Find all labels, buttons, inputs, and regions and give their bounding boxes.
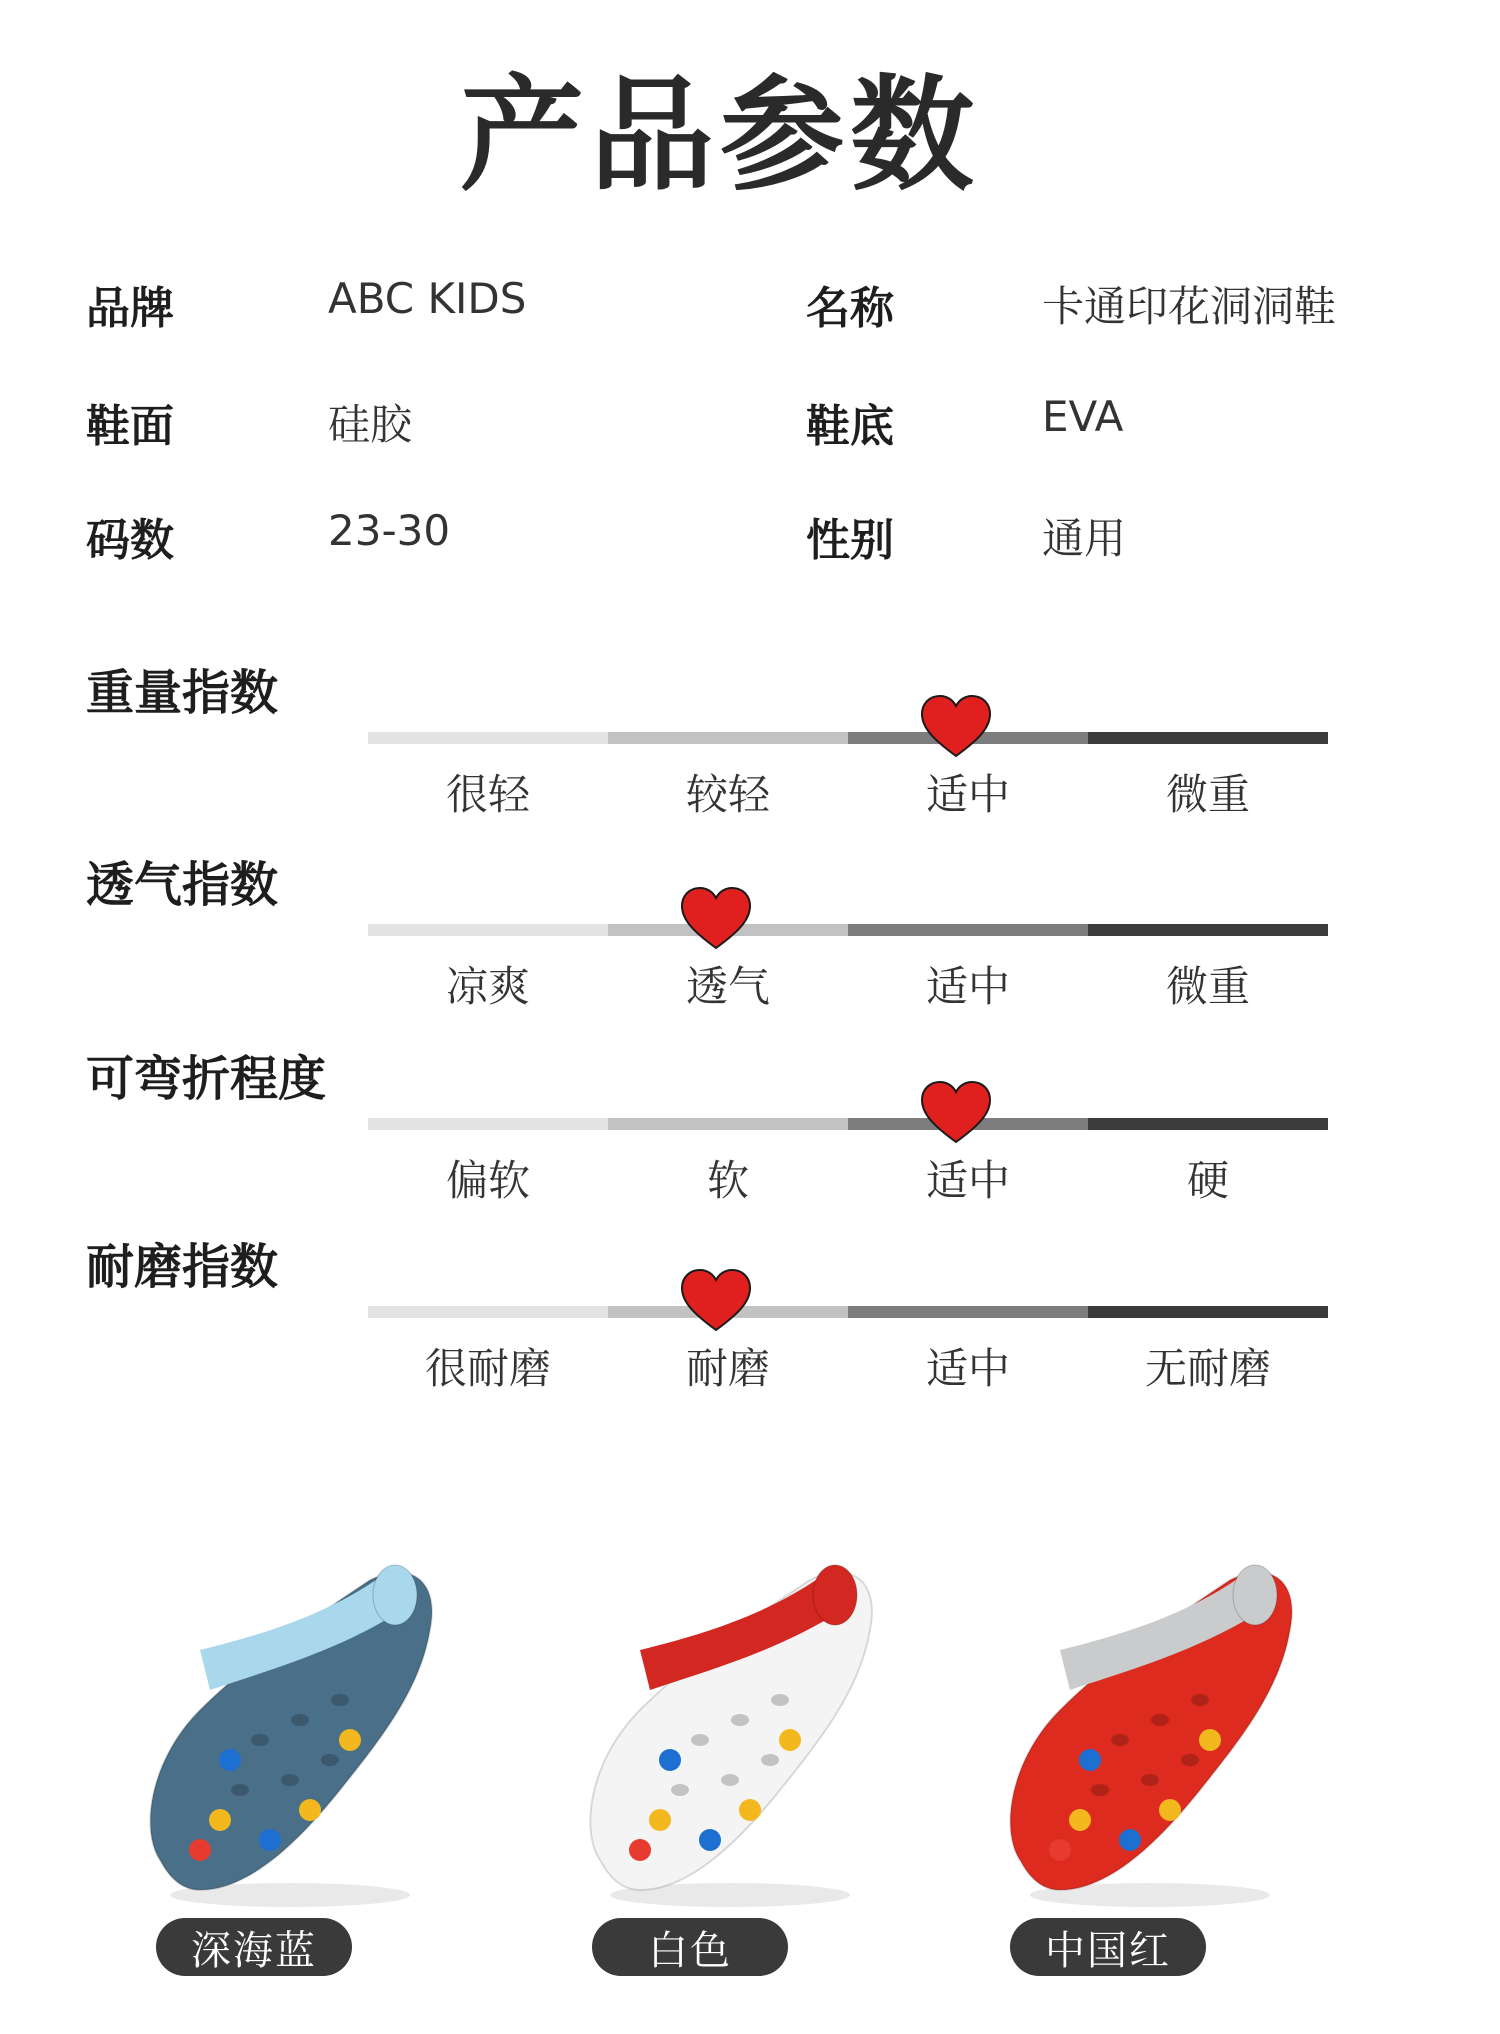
brand-value: ABC KIDS [328,274,527,323]
rating-tick-label: 很轻 [445,770,530,819]
rating-segment-4 [1088,924,1328,936]
rating-tick-label: 很耐磨 [424,1344,551,1393]
rating-segment-2 [608,1118,848,1130]
metric-label: 透气指数 [86,857,279,913]
rating-tick-label: 适中 [925,770,1010,819]
heart-marker-icon [680,886,752,952]
clog-image [140,1540,460,1920]
heart-marker-icon [680,1268,752,1334]
rating-tick-label: 透气 [685,962,770,1011]
name-value: 卡通印花洞洞鞋 [1042,282,1337,331]
gender-label: 性别 [806,515,894,566]
metric-label: 可弯折程度 [86,1051,327,1107]
sole-value: EVA [1042,392,1124,441]
metric-label: 耐磨指数 [86,1239,279,1295]
rating-segment-3 [848,1306,1088,1318]
metric-label: 重量指数 [86,665,279,721]
rating-segment-4 [1088,1118,1328,1130]
upper-value: 硅胶 [328,400,413,449]
clog-image [580,1540,900,1920]
rating-tick-label: 适中 [925,1344,1010,1393]
sole-label: 鞋底 [806,401,894,452]
rating-tick-label: 硬 [1186,1156,1229,1205]
color-option-label[interactable]: 中国红 [1010,1918,1206,1976]
rating-segment-2 [608,732,848,744]
gender-value: 通用 [1042,514,1127,563]
rating-tick-label: 适中 [925,962,1010,1011]
rating-tick-label: 较轻 [685,770,770,819]
rating-segment-4 [1088,732,1328,744]
color-option-label[interactable]: 深海蓝 [156,1918,352,1976]
page-title: 产品参数 [459,64,980,208]
rating-segment-4 [1088,1306,1328,1318]
rating-segment-3 [848,924,1088,936]
name-label: 名称 [806,283,894,334]
color-option-label[interactable]: 白色 [592,1918,788,1976]
rating-tick-label: 偏软 [445,1156,530,1205]
size-label: 码数 [86,515,174,566]
size-value: 23-30 [328,506,451,555]
rating-segment-1 [368,1118,608,1130]
rating-segment-1 [368,924,608,936]
rating-tick-label: 无耐磨 [1144,1344,1271,1393]
brand-label: 品牌 [86,283,174,334]
clog-image [1000,1540,1320,1920]
heart-marker-icon [920,1080,992,1146]
rating-tick-label: 凉爽 [445,962,530,1011]
rating-tick-label: 适中 [925,1156,1010,1205]
rating-tick-label: 微重 [1165,962,1250,1011]
heart-marker-icon [920,694,992,760]
rating-tick-label: 软 [706,1156,749,1205]
upper-label: 鞋面 [86,401,174,452]
rating-tick-label: 微重 [1165,770,1250,819]
rating-segment-1 [368,1306,608,1318]
rating-tick-label: 耐磨 [685,1344,770,1393]
rating-segment-1 [368,732,608,744]
